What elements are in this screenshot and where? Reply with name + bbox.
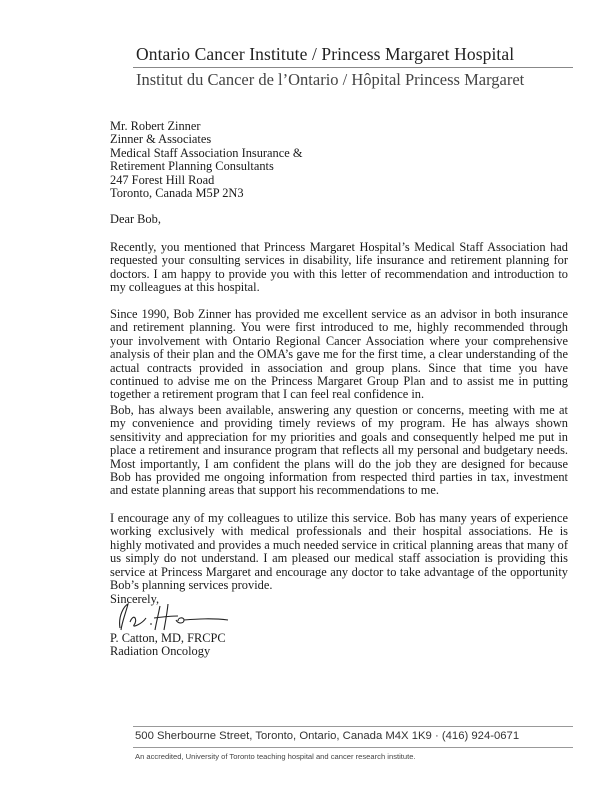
- paragraph-line: Most importantly, I am confident the plans will do the job they are designed for because: [110, 457, 568, 471]
- paragraph-line: Bob has provided me ongoing information from respected third parties in tax, investment: [110, 470, 568, 484]
- paragraph-line: together a retirement program that I can feel real confidence in.: [110, 388, 425, 402]
- footer-divider-top: [133, 726, 573, 727]
- paragraph-line: my colleagues at this hospital.: [110, 281, 260, 295]
- paragraph-line: requested your consulting services in disability, life insurance and retirement planning for: [110, 254, 568, 268]
- letterhead-divider: [133, 67, 573, 68]
- paragraph-line: Bob, has always been available, answering any question or concerns, meeting with me at: [110, 404, 568, 417]
- recipient-line: Toronto, Canada M5P 2N3: [110, 186, 244, 201]
- paragraph-line: actual contracts provided in association and group plans. Since that time you have: [110, 361, 568, 375]
- paragraph-line: continued to advise me on the Princess Margaret Group Plan and to assist me in putting: [110, 374, 568, 388]
- paragraph-line: Since 1990, Bob Zinner has provided me excellent service as an advisor in both insurance: [110, 308, 568, 321]
- recipient-line: 247 Forest Hill Road: [110, 172, 215, 187]
- paragraph-line: highly motivated and provides a much needed service in critical planning areas that many of: [110, 538, 568, 552]
- paragraph-line: doctors. I am happy to provide you with this letter of recommendation and introduction to: [110, 267, 568, 281]
- paragraph-2: [110, 308, 568, 402]
- signer-name: P. Catton, MD, FRCPC: [110, 631, 226, 645]
- paragraph-line: place a retirement and insurance program that reflects all my personal and budgetary needs.: [110, 444, 568, 458]
- recipient-line: Zinner & Associates: [110, 132, 212, 147]
- paragraph-1: [110, 241, 568, 295]
- paragraph-4: [110, 512, 568, 592]
- recipient-line: Mr. Robert Zinner: [110, 119, 201, 133]
- paragraph-line: Bob’s planning services provide.: [110, 578, 273, 592]
- recipient-address: [110, 120, 568, 200]
- paragraph-line: my convenience and providing timely reviews of my program. He has always shown: [110, 417, 568, 431]
- paragraph-3: [110, 404, 568, 498]
- letterhead-french: Institut du Cancer de l’Ontario / Hôpital Princess Margaret: [136, 70, 525, 89]
- footer-divider-bottom: [133, 747, 573, 748]
- paragraph-line: us simply do not understand. I am pleased our medical staff association is providing this: [110, 552, 568, 566]
- paragraph-line: working exclusively with medical professionals and their hospital associations. He is: [110, 525, 568, 539]
- paragraph-line: your involvement with Ontario Regional Cancer Association where your comprehensive: [110, 334, 568, 348]
- paragraph-line: and estate planning areas that support his recommendations to me.: [110, 484, 439, 498]
- paragraph-line: and retirement planning. You were first introduced to me, highly recommended through: [110, 321, 568, 335]
- signature: [112, 598, 232, 634]
- paragraph-line: service at Princess Margaret and encourage any doctor to take advantage of the opportunity: [110, 565, 568, 579]
- letterhead-english: Ontario Cancer Institute / Princess Margaret Hospital: [136, 44, 515, 64]
- salutation: Dear Bob,: [110, 212, 161, 226]
- recipient-line: Medical Staff Association Insurance &: [110, 145, 303, 160]
- recipient-line: Retirement Planning Consultants: [110, 159, 274, 174]
- footer-note: An accredited, University of Toronto teaching hospital and cancer research institute.: [135, 752, 416, 761]
- paragraph-line: sensitivity and appreciation for my priorities and goals and consequently helped me put in: [110, 430, 568, 444]
- paragraph-line: I encourage any of my colleagues to utilize this service. Bob has many years of experience: [110, 512, 568, 525]
- closing: Sincerely,: [110, 592, 160, 606]
- paragraph-line: analysis of their plan and the OMA’s gave me for the first time, a clear understanding of the: [110, 348, 568, 362]
- signer-block: [110, 632, 568, 659]
- footer-address: 500 Sherbourne Street, Toronto, Ontario, Canada M4X 1K9 · (416) 924-0671: [135, 730, 520, 742]
- paragraph-line: Recently, you mentioned that Princess Margaret Hospital’s Medical Staff Association had: [110, 241, 568, 254]
- signer-department: Radiation Oncology: [110, 644, 211, 659]
